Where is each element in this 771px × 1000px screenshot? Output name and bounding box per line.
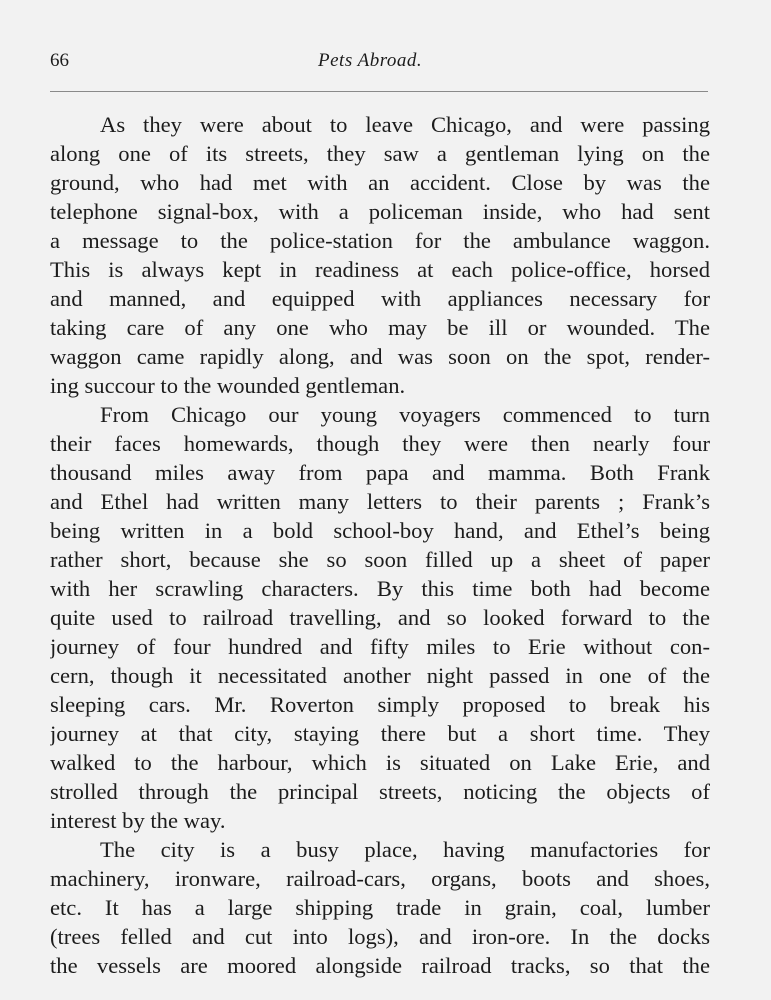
text-line: a message to the police-station for the ambulance waggon. (50, 228, 710, 253)
text-line: and manned, and equipped with appliances necessary for (50, 286, 710, 311)
text-line: their faces homewards, though they were then nearly four (50, 431, 710, 456)
text-line: As they were about to leave Chicago, and were passing (100, 112, 710, 137)
paragraph (50, 110, 710, 400)
text-line: machinery, ironware, railroad-cars, organs, boots and shoes, (50, 866, 710, 891)
text-line: ing succour to the wounded gentleman. (50, 373, 406, 398)
running-title: Pets Abroad. (318, 50, 423, 71)
text-line: sleeping cars. Mr. Roverton simply proposed to break his (50, 692, 710, 717)
text-line: being written in a bold school-boy hand, and Ethel’s being (50, 518, 710, 543)
text-line: walked to the harbour, which is situated on Lake Erie, and (50, 750, 710, 775)
header-rule (50, 91, 708, 92)
text-line: journey of four hundred and fifty miles to Erie without con- (50, 634, 710, 659)
text-line: ground, who had met with an accident. Close by was the (50, 170, 710, 195)
paragraph (50, 835, 710, 980)
text-line: thousand miles away from papa and mamma. Both Frank (50, 460, 710, 485)
text-line: the vessels are moored alongside railroad tracks, so that the (50, 953, 710, 978)
text-line: cern, though it necessitated another night passed in one of the (50, 663, 710, 688)
text-line: etc. It has a large shipping trade in grain, coal, lumber (50, 895, 710, 920)
page-header (50, 46, 710, 76)
text-line: strolled through the principal streets, noticing the objects of (50, 779, 710, 804)
text-line: along one of its streets, they saw a gentleman lying on the (50, 141, 710, 166)
text-line: with her scrawling characters. By this time both had become (50, 576, 710, 601)
text-line: (trees felled and cut into logs), and iron-ore. In the docks (50, 924, 710, 949)
text-line: journey at that city, staying there but a short time. They (50, 721, 710, 746)
text-line: This is always kept in readiness at each police-office, horsed (50, 257, 710, 282)
text-line: From Chicago our young voyagers commenced to turn (100, 402, 710, 427)
text-line: and Ethel had written many letters to their parents ; Frank’s (50, 489, 710, 514)
text-line: waggon came rapidly along, and was soon on the spot, render- (50, 344, 710, 369)
text-line: quite used to railroad travelling, and so looked forward to the (50, 605, 710, 630)
paragraph (50, 400, 710, 835)
text-line: telephone signal-box, with a policeman inside, who had sent (50, 199, 710, 224)
text-line: taking care of any one who may be ill or wounded. The (50, 315, 710, 340)
body-text (50, 110, 710, 980)
text-line: The city is a busy place, having manufactories for (100, 837, 710, 862)
text-line: rather short, because she so soon filled up a sheet of paper (50, 547, 710, 572)
text-line: interest by the way. (50, 808, 226, 833)
page-number: 66 (50, 50, 69, 71)
